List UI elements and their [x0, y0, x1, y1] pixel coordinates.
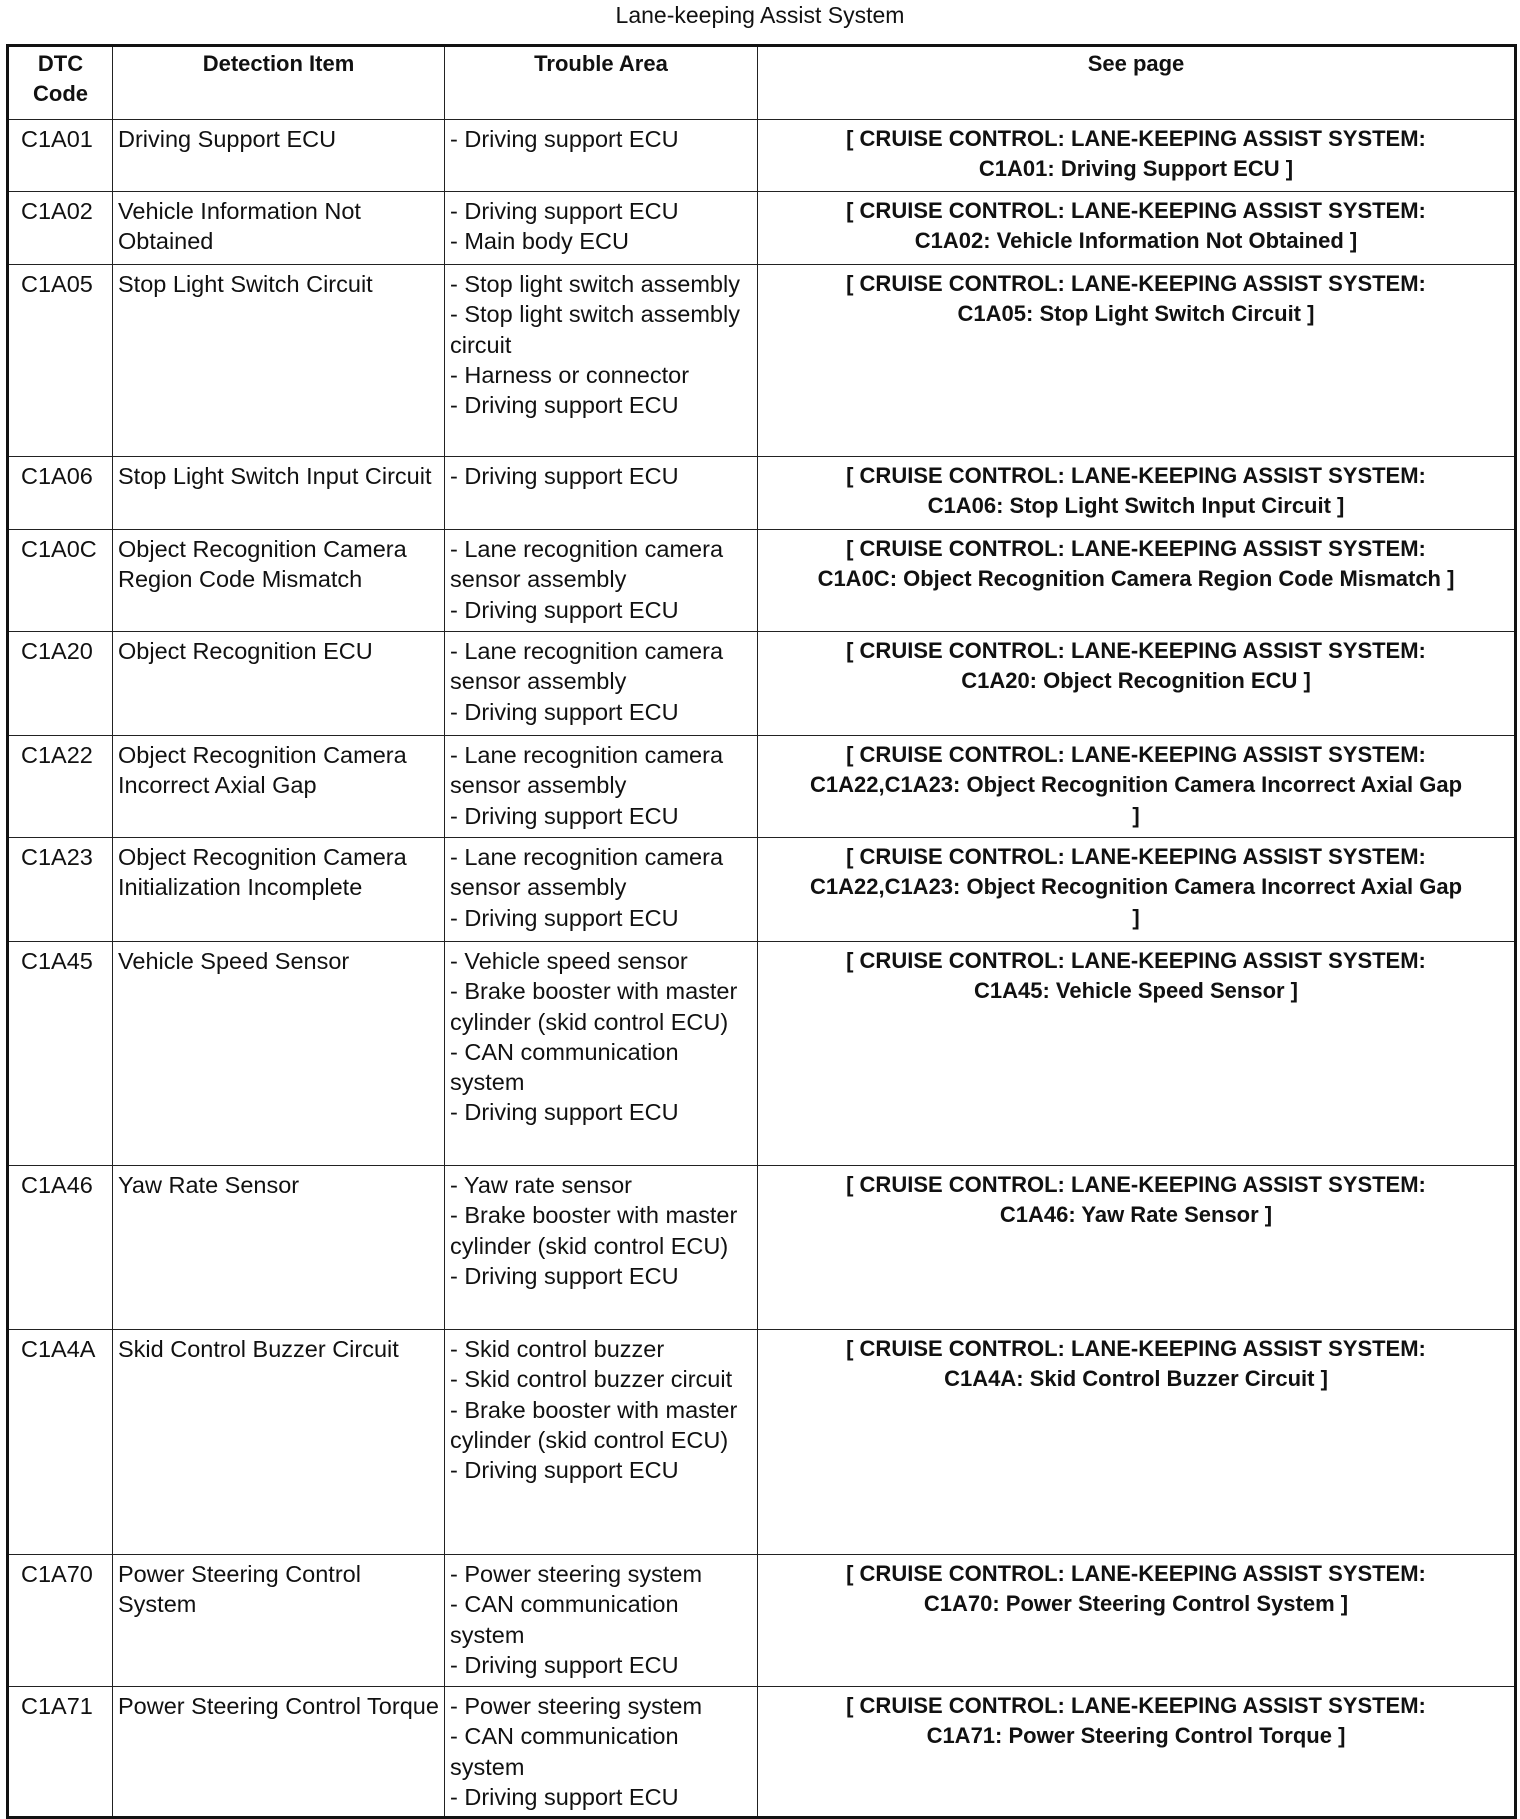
trouble-area-item: - Driving support ECU: [450, 126, 679, 152]
see-page-link[interactable]: [758, 736, 1516, 838]
dtc-table: [6, 44, 1517, 1819]
trouble-area-item: - Driving support ECU: [450, 198, 679, 224]
trouble-area-item: - Driving support ECU: [450, 802, 679, 829]
trouble-area-item: - Lane recognition camera sensor assembly: [450, 844, 724, 901]
detection-item: Object Recognition Camera Incorrect Axial Gap: [113, 736, 445, 838]
table-row: [8, 265, 1516, 457]
detection-item: Driving Support ECU: [113, 120, 445, 192]
dtc-code: C1A01: [8, 120, 113, 192]
detection-item: Stop Light Switch Circuit: [113, 265, 445, 457]
trouble-area-item: - Stop light switch assembly: [450, 271, 740, 297]
trouble-area: [445, 1687, 758, 1818]
table-row: [8, 632, 1516, 736]
trouble-area-item: - Vehicle speed sensor: [450, 948, 688, 974]
see-page-line[interactable]: C1A71: Power Steering Control Torque ]: [926, 1723, 1346, 1749]
see-page-link[interactable]: [758, 120, 1516, 192]
trouble-area: [445, 1330, 758, 1555]
trouble-area-item: - CAN communication system: [450, 1038, 679, 1096]
see-page-link[interactable]: [758, 192, 1516, 265]
see-page-line[interactable]: C1A06: Stop Light Switch Input Circuit ]: [927, 493, 1345, 519]
see-page-line[interactable]: [ CRUISE CONTROL: LANE-KEEPING ASSIST SYSTEM:: [846, 1693, 1426, 1718]
trouble-area-item: - Brake booster with master cylinder (skid control ECU): [450, 1396, 738, 1453]
see-page-line[interactable]: [ CRUISE CONTROL: LANE-KEEPING ASSIST SYSTEM:: [846, 742, 1426, 767]
see-page-link[interactable]: [758, 942, 1516, 1166]
trouble-area-item: - Brake booster with master cylinder (skid control ECU): [450, 978, 738, 1035]
see-page-line[interactable]: C1A22,C1A23: Object Recognition Camera Incorrect Axial Gap: [809, 874, 1463, 900]
dtc-code: C1A06: [8, 457, 113, 530]
see-page-line[interactable]: C1A22,C1A23: Object Recognition Camera Incorrect Axial Gap: [809, 772, 1463, 798]
trouble-area-item: - Main body ECU: [450, 228, 629, 255]
see-page-line[interactable]: [ CRUISE CONTROL: LANE-KEEPING ASSIST SYSTEM:: [846, 126, 1426, 151]
see-page-line[interactable]: [ CRUISE CONTROL: LANE-KEEPING ASSIST SYSTEM:: [846, 536, 1426, 561]
detection-item: Object Recognition ECU: [113, 632, 445, 736]
trouble-area-item: - Skid control buzzer circuit: [450, 1366, 733, 1393]
table-row: [8, 1687, 1516, 1818]
see-page-line[interactable]: C1A20: Object Recognition ECU ]: [961, 668, 1311, 694]
trouble-area-item: - Driving support ECU: [450, 392, 679, 419]
trouble-area: [445, 192, 758, 265]
trouble-area-item: - Driving support ECU: [450, 596, 679, 623]
table-row: [8, 1330, 1516, 1555]
see-page-link[interactable]: [758, 530, 1516, 632]
see-page-line[interactable]: [ CRUISE CONTROL: LANE-KEEPING ASSIST SYSTEM:: [846, 638, 1426, 663]
see-page-link[interactable]: [758, 1166, 1516, 1330]
trouble-area: [445, 457, 758, 530]
trouble-area-item: - Power steering system: [450, 1561, 703, 1587]
trouble-area-item: - Lane recognition camera sensor assembly: [450, 638, 724, 695]
table-row: [8, 192, 1516, 265]
dtc-code: C1A71: [8, 1687, 113, 1818]
see-page-link[interactable]: [758, 632, 1516, 736]
table-row: [8, 838, 1516, 942]
trouble-area-item: - Power steering system: [450, 1693, 703, 1719]
detection-item: Stop Light Switch Input Circuit: [113, 457, 445, 530]
dtc-code: C1A23: [8, 838, 113, 942]
see-page-line[interactable]: [ CRUISE CONTROL: LANE-KEEPING ASSIST SYSTEM:: [846, 271, 1426, 296]
trouble-area-item: - Harness or connector: [450, 361, 690, 388]
trouble-area-item: - Stop light switch assembly circuit: [450, 301, 740, 358]
see-page-line[interactable]: C1A05: Stop Light Switch Circuit ]: [957, 301, 1315, 327]
trouble-area: [445, 1166, 758, 1330]
trouble-area-item: - Lane recognition camera sensor assembly: [450, 536, 724, 593]
dtc-code: C1A4A: [8, 1330, 113, 1555]
see-page-line[interactable]: C1A01: Driving Support ECU ]: [978, 156, 1294, 182]
trouble-area: [445, 736, 758, 838]
table-row: [8, 1555, 1516, 1687]
see-page-link[interactable]: [758, 1555, 1516, 1687]
trouble-area-item: - Lane recognition camera sensor assembly: [450, 742, 724, 799]
trouble-area-item: - Yaw rate sensor: [450, 1172, 632, 1198]
see-page-line[interactable]: C1A45: Vehicle Speed Sensor ]: [973, 978, 1299, 1004]
trouble-area-item: - Driving support ECU: [450, 1651, 679, 1678]
trouble-area-item: - Brake booster with master cylinder (skid control ECU): [450, 1202, 738, 1259]
detection-item: Power Steering Control System: [113, 1555, 445, 1687]
dtc-code: C1A22: [8, 736, 113, 838]
detection-item: Vehicle Information Not Obtained: [113, 192, 445, 265]
see-page-line[interactable]: C1A4A: Skid Control Buzzer Circuit ]: [944, 1366, 1328, 1392]
table-row: [8, 1166, 1516, 1330]
trouble-area-item: - Driving support ECU: [450, 904, 679, 931]
trouble-area-item: - Driving support ECU: [450, 698, 679, 725]
table-row: [8, 457, 1516, 530]
see-page-line[interactable]: C1A70: Power Steering Control System ]: [923, 1591, 1349, 1617]
see-page-line[interactable]: ]: [1132, 802, 1140, 828]
table-row: [8, 942, 1516, 1166]
table-row: [8, 530, 1516, 632]
see-page-line[interactable]: ]: [1132, 904, 1140, 930]
see-page-line[interactable]: [ CRUISE CONTROL: LANE-KEEPING ASSIST SYSTEM:: [846, 844, 1426, 869]
dtc-code: C1A05: [8, 265, 113, 457]
detection-item: Skid Control Buzzer Circuit: [113, 1330, 445, 1555]
page-title: Lane-keeping Assist System: [615, 2, 905, 28]
dtc-code: C1A02: [8, 192, 113, 265]
header-detection-item: Detection Item: [113, 46, 445, 120]
see-page-link[interactable]: [758, 457, 1516, 530]
header-trouble-area: Trouble Area: [445, 46, 758, 120]
trouble-area: [445, 632, 758, 736]
see-page-line[interactable]: [ CRUISE CONTROL: LANE-KEEPING ASSIST SYSTEM:: [846, 198, 1426, 223]
see-page-link[interactable]: [758, 265, 1516, 457]
detection-item: Object Recognition Camera Region Code Mismatch: [113, 530, 445, 632]
trouble-area-item: - Driving support ECU: [450, 1099, 679, 1126]
trouble-area: [445, 838, 758, 942]
dtc-code: C1A0C: [8, 530, 113, 632]
dtc-code: C1A46: [8, 1166, 113, 1330]
trouble-area: [445, 1555, 758, 1687]
trouble-area-item: - Skid control buzzer: [450, 1336, 665, 1362]
see-page-line[interactable]: C1A0C: Object Recognition Camera Region Code Mismatch ]: [817, 566, 1455, 592]
trouble-area: [445, 942, 758, 1166]
detection-item: Yaw Rate Sensor: [113, 1166, 445, 1330]
trouble-area: [445, 530, 758, 632]
see-page-line[interactable]: [ CRUISE CONTROL: LANE-KEEPING ASSIST SYSTEM:: [846, 463, 1426, 488]
see-page-line[interactable]: [ CRUISE CONTROL: LANE-KEEPING ASSIST SYSTEM:: [846, 1336, 1426, 1361]
header-dtc-code: DTC Code: [8, 46, 113, 120]
see-page-line[interactable]: [ CRUISE CONTROL: LANE-KEEPING ASSIST SYSTEM:: [846, 948, 1426, 973]
trouble-area-item: - Driving support ECU: [450, 1262, 679, 1289]
dtc-code: C1A45: [8, 942, 113, 1166]
dtc-code: C1A70: [8, 1555, 113, 1687]
detection-item: Power Steering Control Torque: [113, 1687, 445, 1818]
detection-item: Vehicle Speed Sensor: [113, 942, 445, 1166]
trouble-area: [445, 265, 758, 457]
trouble-area-item: - CAN communication system: [450, 1591, 679, 1648]
header-row: [8, 46, 1516, 120]
see-page-link[interactable]: [758, 838, 1516, 942]
see-page-line[interactable]: [ CRUISE CONTROL: LANE-KEEPING ASSIST SYSTEM:: [846, 1561, 1426, 1586]
header-see-page: See page: [758, 46, 1516, 120]
trouble-area-item: - CAN communication system: [450, 1723, 679, 1780]
see-page-line[interactable]: C1A02: Vehicle Information Not Obtained ]: [914, 228, 1358, 254]
trouble-area-item: - Driving support ECU: [450, 1783, 679, 1810]
detection-item: Object Recognition Camera Initialization Incomplete: [113, 838, 445, 942]
trouble-area-item: - Driving support ECU: [450, 463, 679, 489]
dtc-code: C1A20: [8, 632, 113, 736]
see-page-link[interactable]: [758, 1330, 1516, 1555]
see-page-line[interactable]: C1A46: Yaw Rate Sensor ]: [999, 1202, 1273, 1228]
trouble-area: [445, 120, 758, 192]
see-page-link[interactable]: [758, 1687, 1516, 1818]
table-row: [8, 120, 1516, 192]
trouble-area-item: - Driving support ECU: [450, 1457, 679, 1484]
table-row: [8, 736, 1516, 838]
see-page-line[interactable]: [ CRUISE CONTROL: LANE-KEEPING ASSIST SYSTEM:: [846, 1172, 1426, 1197]
